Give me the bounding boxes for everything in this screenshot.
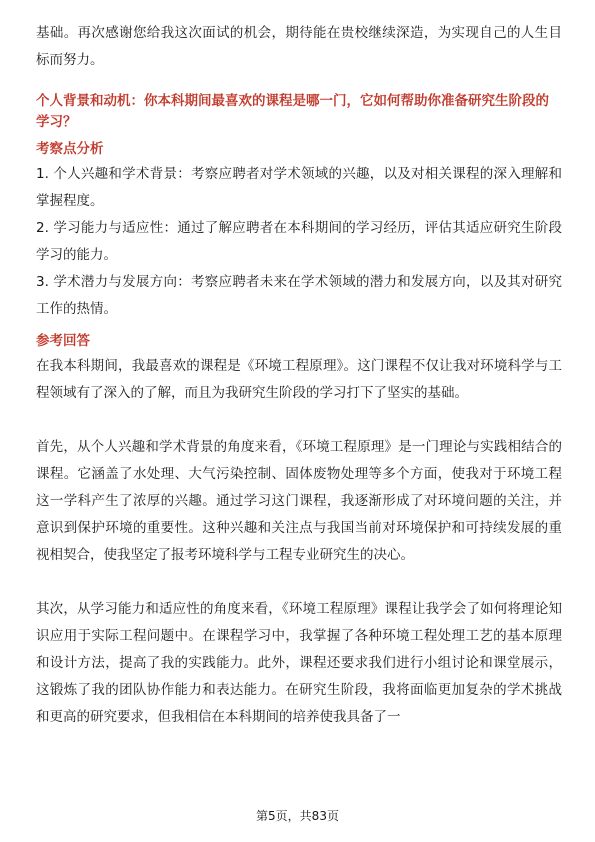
page-footer: 第5页，共83页 (256, 809, 339, 823)
answer-paragraph: 在我本科期间，我最喜欢的课程是《环境工程原理》。这门课程不仅让我对环境科学与工程领域有了深入的了解，而且为我研究生阶段的学习打下了坚实的基础。 (36, 358, 562, 401)
answer-paragraph: 其次，从学习能力和适应性的角度来看，《环境工程原理》课程让我学会了如何将理论知识应用于实际工程问题中。在课程学习中，我掌握了各种环境工程处理工艺的基本原理和设计方法，提高了我的实践能力。此外，课程还要求我们进行小组讨论和课堂展示，这锻炼了我的团队协作能力和表达能力。在研究生阶段，我将面临更加复杂的学术挑战和更高的研究要求，但我相信在本科期间的培养使我具备了一 (36, 601, 562, 725)
answer-title: 参考回答 (36, 333, 90, 349)
analysis-item: 1. 个人兴趣和学术背景：考察应聘者对学术领域的兴趣，以及对相关课程的深入理解和掌握程度。 (36, 166, 562, 209)
analysis-item: 3. 学术潜力与发展方向：考察应聘者未来在学术领域的潜力和发展方向，以及其对研究工作的热情。 (36, 274, 562, 317)
analysis-title: 考察点分析 (36, 141, 104, 157)
analysis-list (36, 161, 562, 323)
answer-paragraph: 首先，从个人兴趣和学术背景的角度来看，《环境工程原理》是一门理论与实践相结合的课程。它涵盖了水处理、大气污染控制、固体废物处理等多个方面，使我对于环境工程这一学科产生了浓厚的兴趣。通过学习这门课程，我逐渐形成了对环境问题的关注，并意识到保护环境的重要性。这种兴趣和关注点与我国当前对环境保护和可持续发展的重视相契合，使我坚定了报考环境科学与工程专业研究生的决心。 (36, 439, 562, 563)
question-heading: 个人背景和动机：你本科期间最喜欢的课程是哪一门，它如何帮助你准备研究生阶段的学习？ (36, 93, 549, 130)
document-page (36, 20, 562, 731)
analysis-item: 2. 学习能力与适应性：通过了解应聘者在本科期间的学习经历，评估其适应研究生阶段学习的能力。 (36, 220, 562, 263)
intro-paragraph: 基础。再次感谢您给我这次面试的机会，期待能在贵校继续深造，为实现自己的人生目标而努力。 (36, 25, 562, 68)
